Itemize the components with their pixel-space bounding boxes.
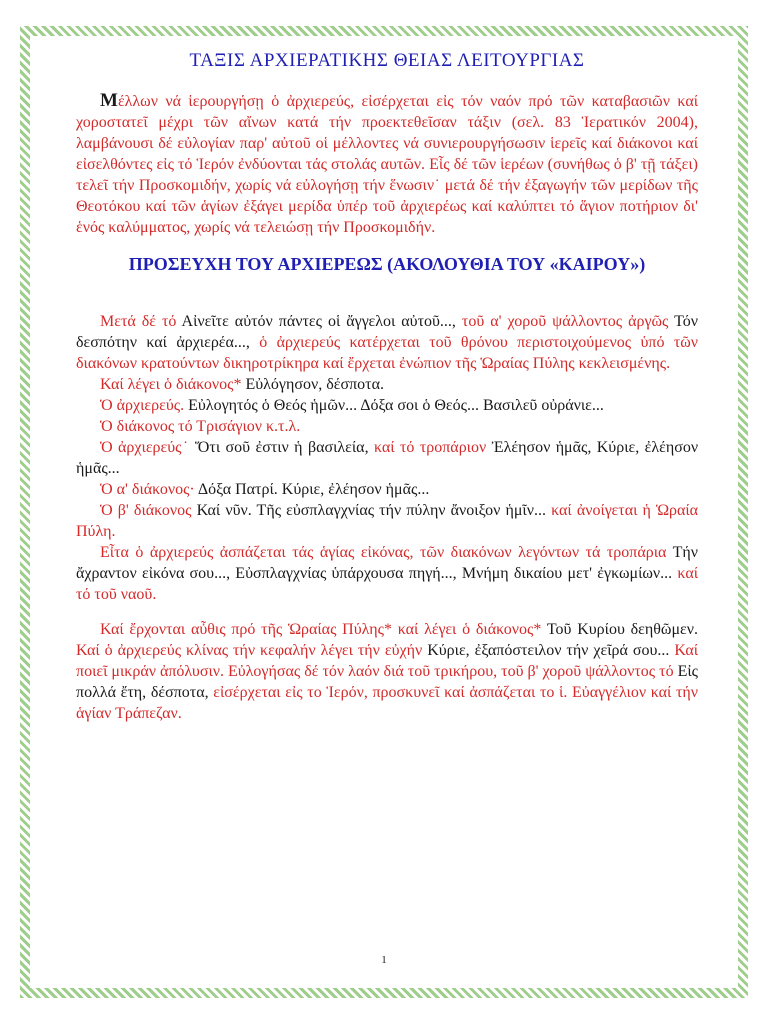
rubric-text: Καί ὁ ἀρχιερεύς κλίνας τήν κεφαλήν λέγει τήν εὐχήν [76, 642, 423, 659]
liturgical-text: Κύριε, ἐξαπόστειλον τήν χεῖρά σου... [427, 642, 670, 659]
paragraph-5 [76, 437, 698, 479]
intro-paragraph [76, 90, 698, 238]
rubric-text: καί τό τοῦ ναοῦ. [76, 565, 698, 603]
paragraph-7 [76, 500, 698, 542]
drop-letter: Μ [100, 90, 118, 111]
intro-text: έλλων νά ἱερουργήσῃ ὁ ἀρχιερεύς, εἰσέρχεται εἰς τόν ναόν πρό τῶν καταβασιῶν καί χοροστατεῖ μέχρι τῶν αἴνων κατά τήν προεκτεθεῖσαν τάξιν (σελ. 83 Ἱερατικόν 2004), λαμβάνουσι δέ εὐλογίαν παρ' αὐτοῦ οἱ μέλλοντες νά συνιερουργήσωσιν ἱερεῖς καί διάκονοι καί εἰσελθόντες εἰς τό Ἱερόν ἐνδύονται τάς στολάς αυτῶν. Εἷς δέ τῶν ἱερέων (συνήθως ὁ β' τῇ τάξει) τελεῖ τήν Προσκομιδήν, χωρίς νά εὐλογήσῃ τήν ἕνωσιν˙ μετά δέ τήν ἐξαγωγήν τῶν μερίδων τῆς Θεοτόκου καί τῶν ἁγίων ἐξάγει μερίδα ὑπέρ τοῦ ἀρχιερέως καί καλύπτει τό ἅγιον ποτήριον δι' ἑνός καλύμματος, χωρίς νά τελειώσῃ τήν Προσκομιδήν. [76, 93, 698, 236]
paragraph-3 [76, 395, 698, 416]
paragraph-1 [76, 311, 698, 374]
rubric-text: εἰσέρχεται εἰς το Ἱερόν, προσκυνεῖ καί ἀσπάζεται το ἱ. Εὐαγγέλιον καί τήν ἁγίαν Τράπεζαν. [76, 684, 699, 722]
liturgical-text: Εἰς πολλά ἔτη, δέσποτα, [76, 663, 699, 701]
liturgical-text: Εὐλογητός ὁ Θεός ἡμῶν... Δόξα σοι ὁ Θεός... Βασιλεῦ οὐράνιε... [188, 397, 604, 414]
rubric-text: Ὁ ἀρχιερεύς. [100, 397, 185, 414]
rubric-text: Μετά δέ τό [100, 313, 177, 330]
rubric-text: ὁ ἀρχιερεύς κατέρχεται τοῦ θρόνου περιστοιχούμενος ὑπό τῶν διακόνων κρατούντων δικηροτρίκηρα καί ἔρχεται ἐνώπιον τῆς Ὡραίας Πύλης κεκλεισμένης. [76, 334, 699, 372]
liturgical-text: Δόξα Πατρί. Κύριε, ἐλέησον ἡμᾶς... [197, 481, 430, 498]
rubric-text: Καί λέγει ὁ διάκονος* [100, 376, 242, 393]
rubric-text: Καί ποιεῖ μικράν ἀπόλυσιν. Εὐλογήσας δέ τόν λαόν διά τοῦ τρικήρου, τοῦ β' χοροῦ ψάλλοντος τό [76, 642, 699, 680]
liturgical-text: Αἰνεῖτε αὐτόν πάντες οἱ ἄγγελοι αὐτοῦ..., [181, 313, 456, 330]
rubric-text: Ὁ α' διάκονος· [100, 481, 195, 498]
paragraph-4 [76, 416, 698, 437]
section-heading: ΠΡΟΣΕΥΧΗ ΤΟΥ ΑΡΧΙΕΡΕΩΣ (ΑΚΟΛΟΥΘΙΑ ΤΟΥ «ΚΑΙΡΟΥ») [128, 254, 646, 274]
paragraph-2 [76, 374, 698, 395]
paragraph-9 [76, 619, 698, 724]
rubric-text: Ὁ β' διάκονος [100, 502, 192, 519]
liturgical-text: Τοῦ Κυρίου δεηθῶμεν. [546, 621, 698, 638]
paragraph-8 [76, 542, 698, 605]
rubric-text: τοῦ α' χοροῦ ψάλλοντος ἀργῶς [461, 313, 669, 330]
liturgical-text: Τήν ἄχραντον εἰκόνα σου..., Εὐσπλαγχνίας ὑπάρχουσα πηγή..., Μνήμη δικαίου μετ' ἐγκωμίων... [76, 544, 698, 582]
liturgical-text: Καί νῦν. Τῆς εὐσπλαγχνίας τήν πύλην ἄνοιξον ἡμῖν... [196, 502, 546, 519]
rubric-text: Ὁ ἀρχιερεύς˙ [100, 439, 190, 456]
rubric-text: καί τό τροπάριον [373, 439, 487, 456]
liturgical-text: Τόν δεσπότην καί ἀρχιερέα..., [76, 313, 698, 351]
rubric-text: Καί ἔρχονται αὖθις πρό τῆς Ὡραίας Πύλης* καί λέγει ὁ διάκονος* [100, 621, 542, 638]
page-number: 1 [381, 954, 387, 966]
document-page [30, 36, 738, 988]
liturgical-text: Ἐλέησον ἡμᾶς, Κύριε, ἐλέησον ἡμᾶς... [76, 439, 699, 477]
rubric-text: καί ἀνοίγεται ἡ Ὡραία Πύλη. [76, 502, 699, 540]
rubric-text: Εἶτα ὁ ἀρχιερεύς ἀσπάζεται τάς ἁγίας εἰκόνας, τῶν διακόνων λεγόντων τά τροπάρια [100, 544, 667, 561]
liturgical-text: Ὅτι σοῦ ἐστιν ἡ βασιλεία, [195, 439, 369, 456]
document-title: ΤΑΞΙΣ ΑΡΧΙΕΡΑΤΙΚΗΣ ΘΕΙΑΣ ΛΕΙΤΟΥΡΓΙΑΣ [189, 50, 585, 71]
liturgical-text: Εὐλόγησον, δέσποτα. [245, 376, 384, 393]
decorative-border [20, 26, 748, 998]
rubric-text: Ὁ διάκονος τό Τρισάγιον κ.τ.λ. [100, 418, 301, 435]
paragraph-6 [76, 479, 698, 500]
